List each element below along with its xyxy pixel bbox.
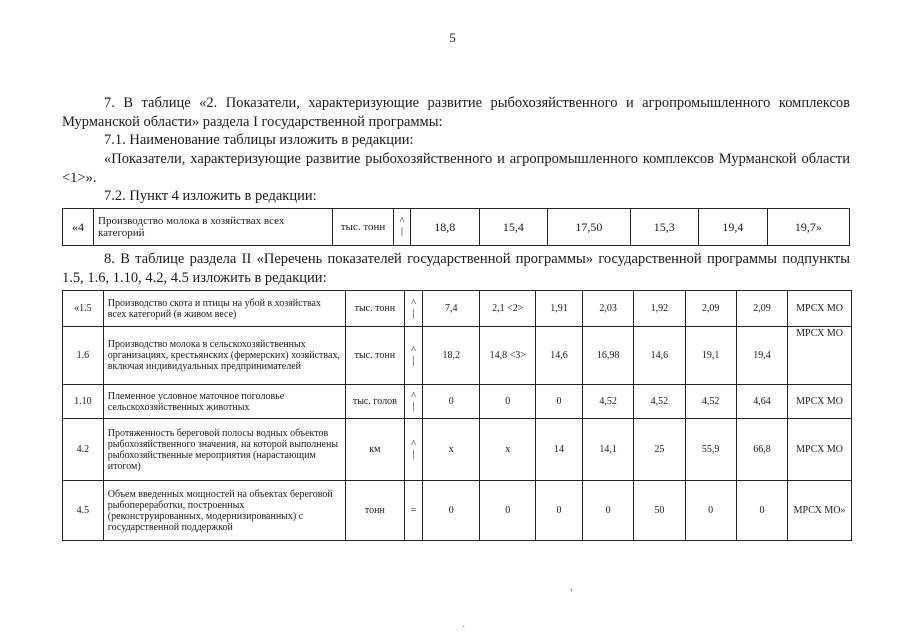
value-cell: 19,7»	[767, 209, 849, 246]
row-number: 1.6	[63, 327, 104, 385]
value-cell: 66,8	[736, 419, 787, 481]
responsible-cell: МРСХ МО	[788, 291, 852, 327]
value-cell: 0	[422, 385, 480, 419]
value-cell: x	[422, 419, 480, 481]
trend-sign-bottom: |	[412, 307, 415, 319]
indicator-name: Производство молока в сельскохозяйственных организациях, крестьянских (фермерских) хозяйствах, включая индивидуальных предпринимателей	[103, 327, 345, 385]
trend-sign-bottom: |	[412, 400, 415, 412]
trend-sign-top: ^	[411, 297, 416, 309]
table-row	[63, 209, 850, 246]
value-cell: 0	[736, 481, 787, 541]
value-cell: 7,4	[422, 291, 480, 327]
value-cell: 0	[480, 385, 535, 419]
value-cell: 18,8	[411, 209, 480, 246]
trend-sign	[405, 481, 423, 541]
trend-sign-bottom: |	[400, 226, 403, 237]
responsible-cell: МРСХ МО»	[788, 481, 852, 541]
value-cell: 14,6	[535, 327, 582, 385]
value-cell: 14,1	[583, 419, 634, 481]
value-cell: 0	[422, 481, 480, 541]
value-cell: 2,1 <2>	[480, 291, 535, 327]
paragraph-7: 7. В таблице «2. Показатели, характеризующие развитие рыбохозяйственного и агропромышленного комплексов Мурманской области» раздела I государственной программы:	[62, 95, 850, 130]
value-cell: x	[480, 419, 535, 481]
trend-sign	[405, 291, 423, 327]
trend-sign-bottom: |	[412, 354, 415, 366]
value-cell: 19,1	[685, 327, 736, 385]
row-number: 1.10	[63, 385, 104, 419]
value-cell: 0	[535, 385, 582, 419]
trend-sign-top: ^	[411, 344, 416, 356]
unit-cell: тонн	[345, 481, 405, 541]
indicator-name: Племенное условное маточное поголовье сельскохозяйственных животных	[103, 385, 345, 419]
unit-cell: тыс. тонн	[345, 327, 405, 385]
paragraph-8: 8. В таблице раздела II «Перечень показателей государственной программы» государственной программы подпункты 1.5, 1.6, 1.10, 4.2, 4.5 изложить в редакции:	[62, 251, 850, 286]
row-number: 4.5	[63, 481, 104, 541]
trend-sign-top: ^	[411, 438, 416, 450]
indicator-table-point-4	[62, 208, 850, 246]
value-cell: 15,4	[479, 209, 548, 246]
indicator-name: Протяженность береговой полосы водных объектов рыбохозяйственного значения, на которой выполнены рыбохозяйственные мероприятия (нарастающим итогом)	[103, 419, 345, 481]
scan-speck: ,	[570, 582, 573, 593]
value-cell: 18,2	[422, 327, 480, 385]
value-cell: 4,52	[583, 385, 634, 419]
indicator-name: Производство молока в хозяйствах всех категорий	[94, 209, 333, 246]
indicator-name: Производство скота и птицы на убой в хозяйствах всех категорий (в живом весе)	[103, 291, 345, 327]
trend-sign-top: ^	[399, 216, 405, 227]
indicator-name: Объем введенных мощностей на объектах береговой рыбопереработки, построенных (реконструированных, модернизированных) с государственной поддержкой	[103, 481, 345, 541]
table-row	[63, 291, 852, 327]
table-row	[63, 327, 852, 385]
value-cell: 14,6	[634, 327, 685, 385]
value-cell: 4,52	[634, 385, 685, 419]
trend-sign	[405, 327, 423, 385]
value-cell: 1,91	[535, 291, 582, 327]
value-cell: 25	[634, 419, 685, 481]
value-cell: 16,98	[583, 327, 634, 385]
trend-sign	[394, 209, 411, 246]
table-row	[63, 385, 852, 419]
value-cell: 19,4	[736, 327, 787, 385]
table-row	[63, 481, 852, 541]
unit-cell: тыс. тонн	[333, 209, 394, 246]
value-cell: 1,92	[634, 291, 685, 327]
value-cell: 0	[480, 481, 535, 541]
row-number: «4	[63, 209, 94, 246]
trend-sign	[405, 419, 423, 481]
value-cell: 2,03	[583, 291, 634, 327]
value-cell: 55,9	[685, 419, 736, 481]
row-number: 4.2	[63, 419, 104, 481]
trend-sign-top: ^	[411, 390, 416, 402]
row-number: «1.5	[63, 291, 104, 327]
value-cell: 17,50	[548, 209, 630, 246]
unit-cell: тыс. голов	[345, 385, 405, 419]
indicator-table-section-2	[62, 290, 852, 541]
value-cell: 0	[583, 481, 634, 541]
value-cell: 19,4	[699, 209, 768, 246]
value-cell: 14	[535, 419, 582, 481]
value-cell: 4,52	[685, 385, 736, 419]
page-number: 5	[449, 30, 456, 45]
value-cell: 0	[685, 481, 736, 541]
value-cell: 15,3	[630, 209, 699, 246]
value-cell: 50	[634, 481, 685, 541]
value-cell: 2,09	[685, 291, 736, 327]
value-cell: 2,09	[736, 291, 787, 327]
value-cell: 0	[535, 481, 582, 541]
scan-speck: ·	[462, 622, 466, 633]
responsible-cell: МРСХ МО	[788, 419, 852, 481]
paragraph-table-title: «Показатели, характеризующие развитие рыбохозяйственного и агропромышленного комплексов Мурманской области <1>».	[62, 151, 850, 186]
responsible-cell: МРСХ МО	[788, 327, 852, 385]
value-cell: 14,8 <3>	[480, 327, 535, 385]
unit-cell: км	[345, 419, 405, 481]
trend-sign-top: =	[410, 504, 417, 516]
trend-sign	[405, 385, 423, 419]
value-cell: 4,64	[736, 385, 787, 419]
responsible-cell: МРСХ МО	[788, 385, 852, 419]
paragraph-7-2: 7.2. Пункт 4 изложить в редакции:	[104, 188, 317, 204]
table-row	[63, 419, 852, 481]
unit-cell: тыс. тонн	[345, 291, 405, 327]
trend-sign-bottom: |	[412, 448, 415, 460]
paragraph-7-1: 7.1. Наименование таблицы изложить в редакции:	[104, 132, 414, 148]
